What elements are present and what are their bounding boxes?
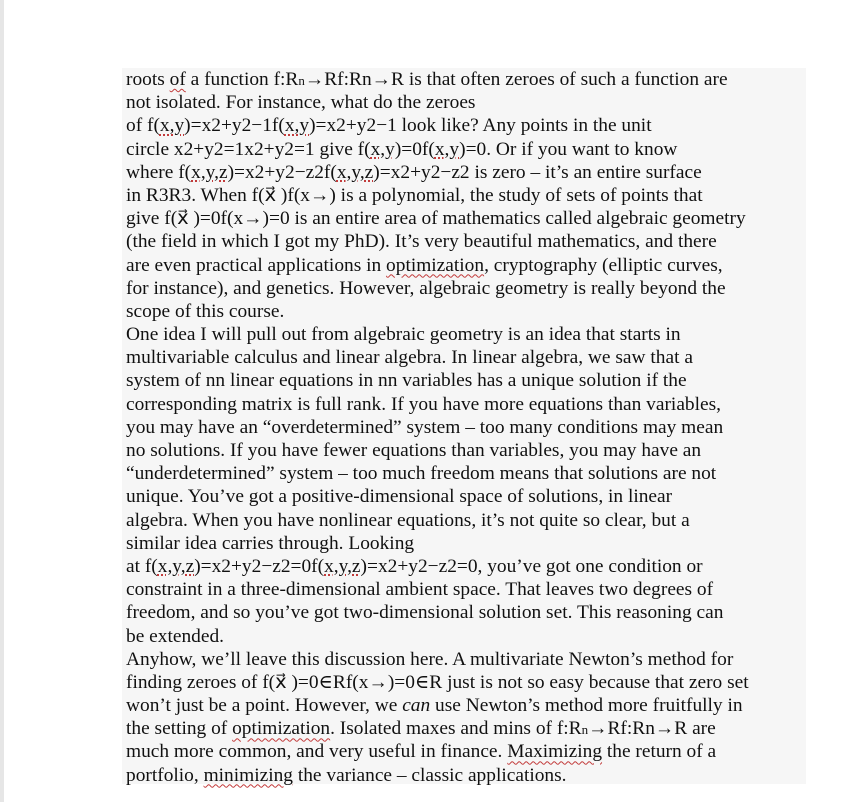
text-line: finding zeroes of f(x⃗ )=0∈Rf(x→)=0∈R just is not so easy because that zero set — [126, 671, 749, 693]
spellcheck-word[interactable]: optimization — [386, 254, 485, 276]
spellcheck-word[interactable]: x,y,z — [157, 555, 195, 577]
text-line: you may have an “overdetermined” system – too many conditions may mean — [126, 416, 724, 438]
spellcheck-word[interactable]: optimization — [232, 718, 331, 740]
text-line: at f(x,y,z)=x2+y2−z2=0f(x,y,z)=x2+y2−z2=0, you’ve got one condition or — [126, 555, 703, 577]
text-line: constraint in a three-dimensional ambient space. That leaves two degrees of — [126, 579, 714, 601]
text-line: no solutions. If you have fewer equations than variables, you may have an — [126, 440, 702, 461]
spellcheck-word[interactable]: x,y,z — [191, 161, 228, 183]
text-line: corresponding matrix is full rank. If you have more equations than variables, — [126, 393, 722, 415]
document-body — [126, 68, 816, 787]
text-line: won’t just be a point. However, we can use Newton’s method more fruitfully in — [126, 695, 743, 717]
emphasis-can: can — [402, 695, 431, 717]
text-line: are even practical applications in optimization, cryptography (elliptic curves, — [126, 254, 723, 276]
text-line: scope of this course. — [126, 300, 285, 322]
text-line: One idea I will pull out from algebraic geometry is an idea that starts in — [126, 324, 681, 346]
text-line: multivariable calculus and linear algebra. In linear algebra, we saw that a — [126, 347, 693, 369]
text-line: freedom, and so you’ve got two-dimensional solution set. This reasoning can — [126, 602, 724, 624]
text-line: system of nn linear equations in nn variables has a unique solution if the — [126, 370, 687, 392]
spellcheck-word[interactable]: of — [169, 69, 186, 90]
spellcheck-word[interactable]: minimizing — [203, 764, 293, 786]
text-line: for instance), and genetics. However, algebraic geometry is really beyond the — [126, 277, 726, 299]
spellcheck-word[interactable]: x,y,z — [336, 161, 374, 183]
text-line: give f(x⃗ )=0f(x→)=0 is an entire area of mathematics called algebraic geometry — [126, 208, 746, 230]
text-line: Anyhow, we’ll leave this discussion here. A multivariate Newton’s method for — [126, 648, 734, 670]
text-line: “underdetermined” system – too much freedom means that solutions are not — [126, 463, 717, 485]
text-line: unique. You’ve got a positive-dimensional space of solutions, in linear — [126, 486, 673, 508]
text-line: roots of a function f:Rn→Rf:Rn→R is that often zeroes of such a function are — [126, 69, 728, 90]
text-line: be extended. — [126, 625, 224, 647]
text-line: (the field in which I got my PhD). It’s very beautiful mathematics, and there — [126, 231, 717, 253]
text-line: the setting of optimization. Isolated maxes and mins of f:Rn→Rf:Rn→R are — [126, 718, 716, 740]
spellcheck-word[interactable]: x,y — [434, 138, 460, 160]
text-line: where f(x,y,z)=x2+y2−z2f(x,y,z)=x2+y2−z2 is zero – it’s an entire surface — [126, 161, 702, 183]
text-line: similar idea carries through. Looking — [126, 532, 415, 554]
spellcheck-word[interactable]: x,y — [284, 115, 310, 137]
text-line: algebra. When you have nonlinear equations, it’s not quite so clear, but a — [126, 509, 690, 531]
spellcheck-word[interactable]: x,y — [159, 115, 185, 137]
text-line: of f(x,y)=x2+y2−1f(x,y)=x2+y2−1 look like? Any points in the unit — [126, 115, 652, 137]
window-edge — [0, 0, 4, 802]
text-line: much more common, and very useful in finance. Maximizing the return of a — [126, 741, 717, 763]
text-line: in R3R3. When f(x⃗ )f(x→) is a polynomial, the study of sets of points that — [126, 184, 703, 206]
spellcheck-word[interactable]: x,y — [370, 138, 395, 160]
spellcheck-word[interactable]: Maximizing — [507, 741, 603, 763]
text-line: portfolio, minimizing the variance – classic applications. — [126, 764, 567, 786]
text-line: not isolated. For instance, what do the zeroes — [126, 92, 476, 114]
text-line: circle x2+y2=1x2+y2=1 give f(x,y)=0f(x,y)=0. Or if you want to know — [126, 138, 678, 160]
spellcheck-word[interactable]: x,y,z — [324, 555, 361, 577]
